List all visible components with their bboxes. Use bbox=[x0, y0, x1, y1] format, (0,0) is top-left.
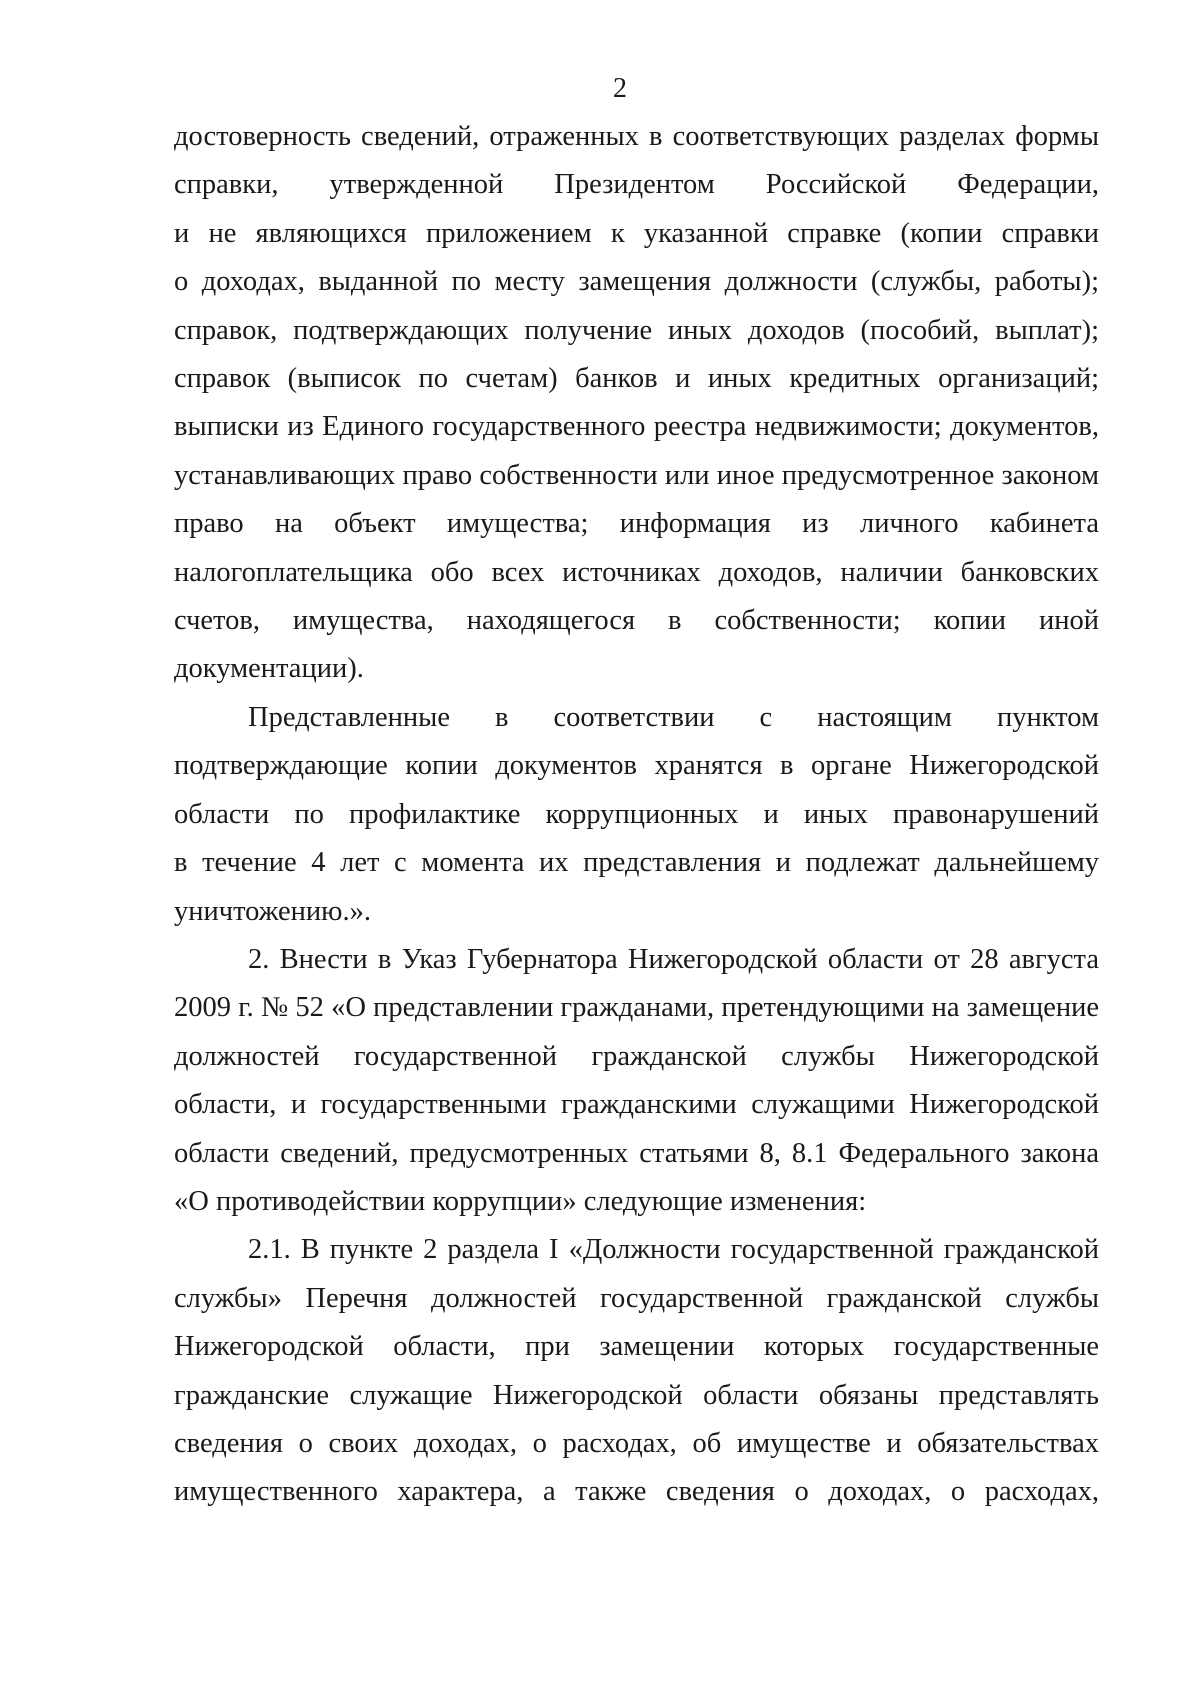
paragraph bbox=[174, 936, 1099, 1226]
text-line: выписки из Единого государственного реестра недвижимости; документов, bbox=[174, 411, 1099, 443]
document-body bbox=[174, 113, 1099, 1517]
text-line: налогоплательщика обо всех источниках доходов, наличии банковских bbox=[174, 556, 1099, 588]
text-line: «О противодействии коррупции» следующие изменения: bbox=[174, 1185, 867, 1217]
text-line: документации). bbox=[174, 653, 364, 685]
text-line: справок (выписок по счетам) банков и иных кредитных организаций; bbox=[174, 363, 1099, 395]
text-line: области сведений, предусмотренных статьями 8, 8.1 Федерального закона bbox=[174, 1137, 1099, 1169]
text-line: подтверждающие копии документов хранятся в органе Нижегородской bbox=[174, 750, 1099, 782]
text-line: Нижегородской области, при замещении которых государственные bbox=[174, 1331, 1099, 1363]
paragraph bbox=[174, 694, 1099, 936]
text-line: области, и государственными гражданскими служащими Нижегородской bbox=[174, 1089, 1099, 1121]
text-line: Представленные в соответствии с настоящим пунктом bbox=[248, 701, 1099, 733]
text-line: службы» Перечня должностей государственной гражданской службы bbox=[174, 1282, 1099, 1314]
page-number: 2 bbox=[613, 73, 627, 104]
text-line: о доходах, выданной по месту замещения должности (службы, работы); bbox=[174, 266, 1099, 298]
text-line: гражданские служащие Нижегородской области обязаны представлять bbox=[174, 1379, 1099, 1411]
text-line: в течение 4 лет с момента их представления и подлежат дальнейшему bbox=[174, 847, 1099, 879]
text-line: должностей государственной гражданской службы Нижегородской bbox=[174, 1040, 1099, 1072]
text-line: достоверность сведений, отраженных в соответствующих разделах формы bbox=[174, 121, 1099, 152]
text-line: устанавливающих право собственности или иное предусмотренное законом bbox=[174, 459, 1099, 491]
text-line: 2.1. В пункте 2 раздела I «Должности государственной гражданской bbox=[248, 1234, 1099, 1266]
paragraph bbox=[174, 1226, 1099, 1516]
paragraph bbox=[174, 113, 1099, 694]
text-line: 2009 г. № 52 «О представлении гражданами, претендующими на замещение bbox=[174, 992, 1099, 1024]
text-line: сведения о своих доходах, о расходах, об имуществе и обязательствах bbox=[174, 1427, 1099, 1459]
text-line: право на объект имущества; информация из личного кабинета bbox=[174, 508, 1099, 540]
text-line: области по профилактике коррупционных и иных правонарушений bbox=[174, 798, 1099, 830]
text-line: и не являющихся приложением к указанной справке (копии справки bbox=[174, 217, 1099, 249]
text-line: имущественного характера, а также сведения о доходах, о расходах, bbox=[174, 1476, 1099, 1508]
text-line: счетов, имущества, находящегося в собственности; копии иной bbox=[174, 605, 1099, 637]
text-line: справок, подтверждающих получение иных доходов (пособий, выплат); bbox=[174, 314, 1099, 346]
text-line: 2. Внести в Указ Губернатора Нижегородской области от 28 августа bbox=[248, 943, 1099, 975]
text-line: справки, утвержденной Президентом Российской Федерации, bbox=[174, 169, 1099, 201]
text-line: уничтожению.». bbox=[174, 895, 371, 927]
